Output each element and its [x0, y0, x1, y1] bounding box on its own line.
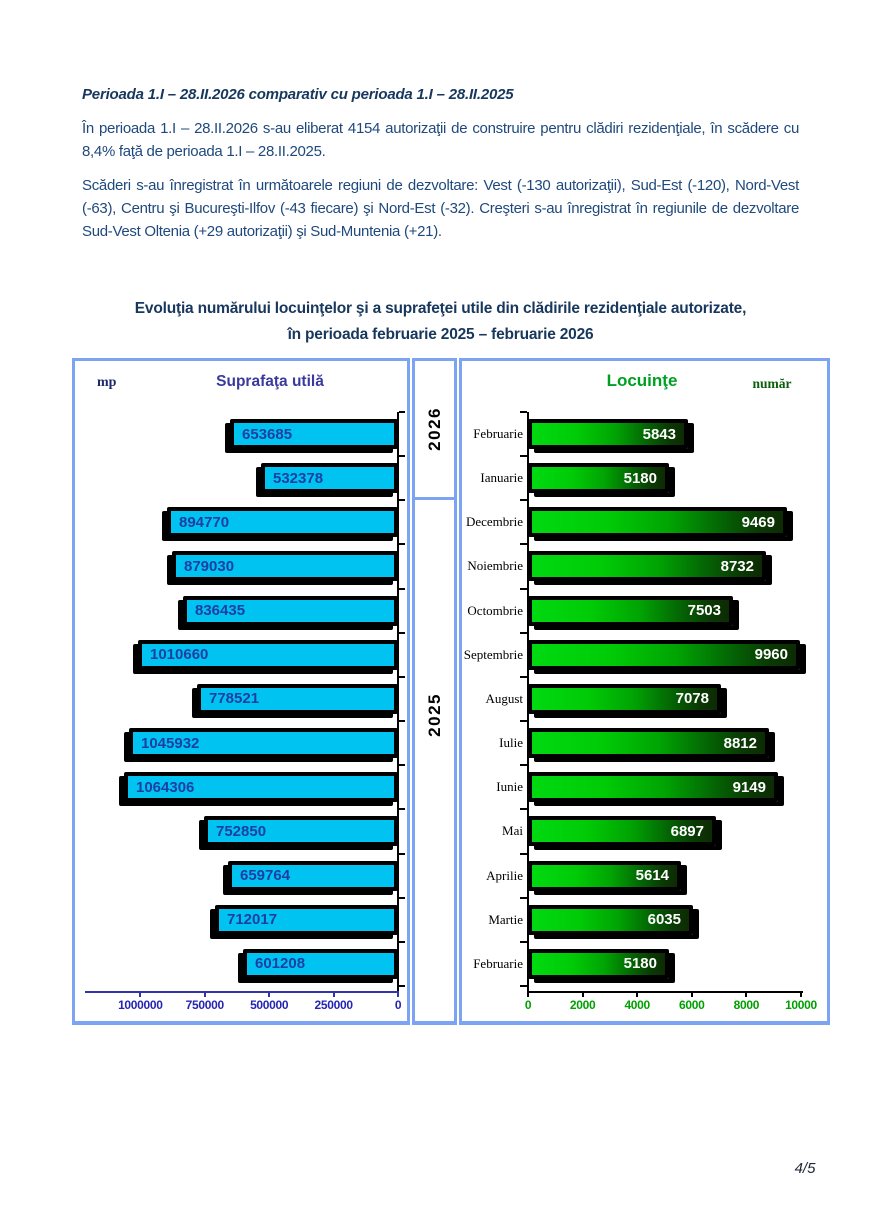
- dwellings-bar: [528, 463, 669, 493]
- surface-bar-value: 601208: [255, 955, 306, 973]
- chart-title-line1: Evoluţia numărului locuinţelor şi a suprafeţei utile din clădirile rezidenţiale autorizate,: [134, 300, 747, 317]
- dwellings-bar: [528, 905, 693, 935]
- surface-bar: [261, 463, 398, 493]
- dwellings-bar: [528, 596, 733, 626]
- axis-tick: [399, 411, 405, 413]
- month-label: Februarie: [473, 955, 523, 971]
- dwellings-bar-value: 6897: [670, 822, 704, 840]
- month-label: Noiembrie: [467, 558, 523, 574]
- axis-tick: [397, 993, 399, 997]
- axis-tick: [520, 764, 527, 766]
- surface-bar-value: 894770: [179, 513, 230, 531]
- dwellings-bar: [528, 816, 716, 846]
- dwellings-bar-value: 8732: [720, 557, 754, 575]
- surface-bar: [138, 640, 398, 670]
- axis-tick: [399, 499, 405, 501]
- year-label-2026: 2026: [424, 407, 444, 451]
- dwellings-bar-value: 9469: [741, 513, 775, 531]
- dwellings-bar: [528, 684, 721, 714]
- dwellings-bar: [528, 861, 681, 891]
- axis-tick: [745, 993, 747, 997]
- dwellings-bar-value: 7503: [687, 602, 721, 620]
- axis-tick: [399, 764, 405, 766]
- surface-bar-value: 778521: [209, 690, 260, 708]
- surface-bar-value: 1064306: [136, 778, 195, 796]
- surface-bar: [183, 596, 398, 626]
- paragraph-authorizations: În perioada 1.I – 28.II.2026 s-au eliberat 4154 autorizaţii de construire pentru clădiri rezidenţiale, în scădere cu 8,4% faţă de perioada 1.I – 28.II.2025.: [82, 120, 799, 160]
- axis-tick: [399, 853, 405, 855]
- surface-bar: [129, 728, 398, 758]
- axis-tick: [399, 897, 405, 899]
- axis-tick: [582, 993, 584, 997]
- month-label: Octombrie: [467, 602, 523, 618]
- dwellings-bar-value: 5180: [623, 469, 657, 487]
- dwellings-bar-value: 7078: [675, 690, 709, 708]
- axis-tick: [399, 941, 405, 943]
- surface-bar-value: 1045932: [141, 734, 200, 752]
- axis-tick: [520, 632, 527, 634]
- axis-tick: [399, 632, 405, 634]
- surface-bar-value: 752850: [216, 822, 267, 840]
- chart-title: [82, 296, 799, 348]
- month-label: Iulie: [499, 735, 523, 751]
- surface-bar: [243, 949, 398, 979]
- axis-tick: [520, 720, 527, 722]
- axis-tick: [268, 993, 270, 997]
- surface-bar: [167, 507, 398, 537]
- surface-bar: [204, 816, 398, 846]
- month-label: Decembrie: [465, 514, 523, 530]
- month-label: Ianuarie: [480, 470, 523, 486]
- year-label-2025: 2025: [424, 692, 444, 737]
- dwellings-category-axis: [527, 412, 529, 993]
- axis-tick: [399, 676, 405, 678]
- axis-tick: [520, 808, 527, 810]
- axis-tick: [399, 808, 405, 810]
- year-cell-2026: [415, 361, 454, 500]
- surface-bar-value: 653685: [242, 425, 293, 443]
- surface-bar-value: 1010660: [150, 646, 209, 664]
- axis-tick: [520, 941, 527, 943]
- dwellings-axis-tick-label: 2000: [569, 998, 596, 1012]
- surface-bar: [197, 684, 398, 714]
- axis-tick: [204, 993, 206, 997]
- axis-tick: [399, 588, 405, 590]
- axis-tick: [139, 993, 141, 997]
- dwellings-panel: [459, 358, 830, 1025]
- surface-bar: [230, 419, 398, 449]
- axis-tick: [520, 455, 527, 457]
- surface-bar-value: 836435: [195, 602, 246, 620]
- dwellings-bar-value: 9149: [732, 778, 766, 796]
- section-heading: Perioada 1.I – 28.II.2026 comparativ cu perioada 1.I – 28.II.2025: [82, 86, 514, 103]
- axis-tick: [399, 720, 405, 722]
- surface-bar-value: 879030: [184, 557, 235, 575]
- dwellings-bar-value: 8812: [723, 734, 757, 752]
- month-label: Aprilie: [486, 867, 523, 883]
- dwellings-axis-tick-label: 10000: [785, 998, 817, 1012]
- surface-unit-label: mp: [97, 375, 117, 390]
- dwellings-axis-tick-label: 6000: [679, 998, 705, 1012]
- surface-axis-tick-label: 1000000: [118, 998, 163, 1012]
- dwellings-axis-tick-label: 8000: [733, 998, 760, 1012]
- surface-axis-tick-label: 500000: [250, 998, 289, 1012]
- surface-bar-value: 532378: [273, 469, 324, 487]
- surface-bar: [172, 551, 398, 581]
- dwellings-bar: [528, 772, 778, 802]
- dwellings-plot: [462, 361, 827, 1021]
- month-label: Mai: [502, 823, 523, 839]
- surface-bar-value: 659764: [240, 867, 291, 884]
- surface-value-axis: [85, 991, 399, 993]
- axis-tick: [520, 985, 527, 987]
- dwellings-value-axis: [527, 991, 803, 993]
- chart-title-line2: în perioada februarie 2025 – februarie 2026: [287, 326, 594, 343]
- dwellings-bar-value: 9960: [754, 646, 788, 664]
- surface-axis-tick-label: 250000: [314, 998, 353, 1012]
- paragraph-regions: Scăderi s-au înregistrat în următoarele regiuni de dezvoltare: Vest (-130 autorizaţii), Sud-Est (-120), Nord-Vest (-63), Centru şi Bucureşti-Ilfov (-43 fiecare) şi Nord-Est (-32). Creşteri s-au înregistrat în regiunile de dezvoltare Sud-Vest Oltenia (+29 autorizaţii) şi Sud-Muntenia (+21).: [82, 177, 799, 240]
- axis-tick: [399, 985, 405, 987]
- axis-tick: [520, 676, 527, 678]
- page-number: 4/5: [794, 1160, 816, 1177]
- dwellings-bar: [528, 551, 766, 581]
- surface-bar: [124, 772, 398, 802]
- axis-tick: [520, 499, 527, 501]
- surface-bar-value: 712017: [227, 911, 278, 929]
- axis-tick: [520, 411, 527, 413]
- dwellings-bar: [528, 419, 688, 449]
- dwellings-bar: [528, 728, 769, 758]
- dwellings-axis-tick-label: 4000: [624, 998, 650, 1012]
- dwellings-bar: [528, 949, 669, 979]
- dwellings-bar: [528, 507, 787, 537]
- month-label: August: [485, 690, 523, 706]
- dwellings-bar-value: 5843: [642, 425, 676, 443]
- dwellings-bar: [528, 640, 800, 670]
- dwellings-bar-value: 6035: [647, 911, 681, 929]
- surface-axis-tick-label: 750000: [185, 998, 224, 1012]
- surface-bar: [215, 905, 398, 935]
- axis-tick: [399, 543, 405, 545]
- axis-tick: [520, 897, 527, 899]
- dwellings-series-title: Locuinţe: [606, 371, 678, 390]
- dwellings-bar-value: 5614: [635, 867, 669, 884]
- year-cell-2025: [415, 500, 454, 1021]
- month-label: Februarie: [473, 426, 523, 441]
- month-label: Martie: [488, 911, 523, 927]
- dwellings-unit-label: număr: [752, 376, 792, 391]
- month-label: Septembrie: [463, 646, 523, 662]
- surface-series-title: Suprafaţa utilă: [216, 373, 324, 390]
- surface-axis-tick-label: 0: [394, 998, 402, 1012]
- axis-tick: [520, 543, 527, 545]
- axis-tick: [520, 588, 527, 590]
- surface-bar: [228, 861, 398, 891]
- axis-tick: [520, 853, 527, 855]
- year-strip: [412, 358, 457, 1025]
- dwellings-axis-tick-label: 0: [524, 998, 532, 1012]
- surface-panel: [72, 358, 410, 1025]
- axis-tick: [399, 455, 405, 457]
- month-label: Iunie: [496, 779, 523, 795]
- axis-tick: [527, 993, 529, 997]
- axis-tick: [800, 993, 802, 997]
- axis-tick: [636, 993, 638, 997]
- surface-plot: [75, 361, 407, 1021]
- tornado-chart: [72, 358, 830, 1025]
- axis-tick: [691, 993, 693, 997]
- dwellings-bar-value: 5180: [623, 955, 657, 973]
- axis-tick: [333, 993, 335, 997]
